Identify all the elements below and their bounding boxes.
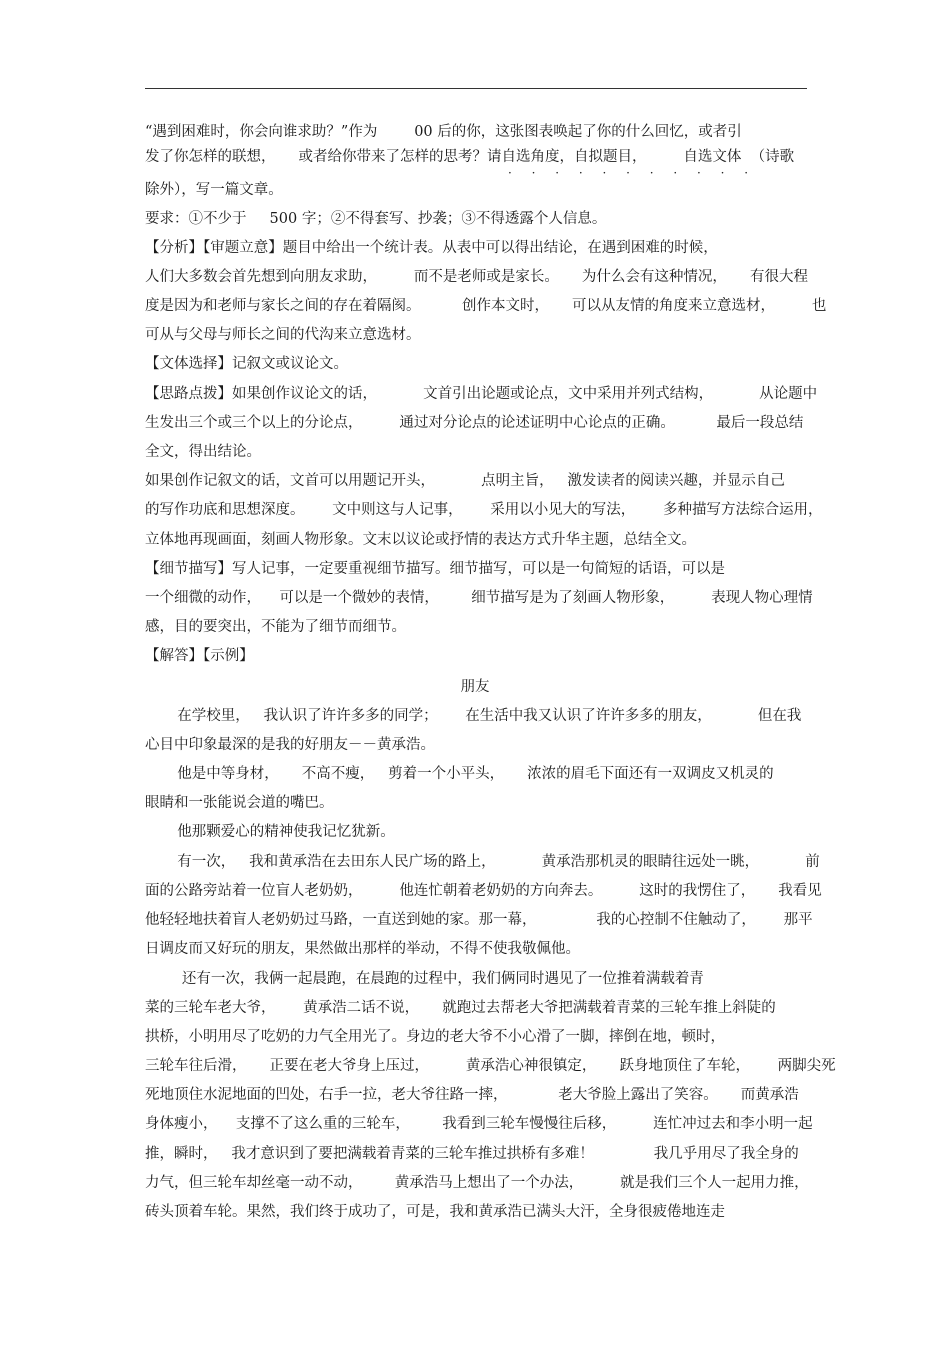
prompt-line-2: 发了你怎样的联想， 或者给你带来了怎样的思考？请自选角度，自拟题目， 自选文体 （诗歌 — [145, 149, 795, 165]
analysis-line-4: 可从与父母与师长之间的代沟来立意选材。 — [145, 327, 421, 343]
essay-title: 朋友 — [460, 679, 490, 695]
genre-line: 【文体选择】记叙文或议论文。 — [145, 356, 348, 372]
essay-line: 菜的三轮车老大爷， 黄承浩二话不说， 就跑过去帮老大爷把满载着青菜的三轮车推上斜陡的 — [145, 1000, 776, 1016]
analysis-line-2: 人们大多数会首先想到向朋友求助， 而不是老师或是家长。 为什么会有这种情况， 有很大程 — [145, 269, 808, 285]
ideas-line-3: 全文，得出结论。 — [145, 444, 261, 460]
essay-line: 他那颗爱心的精神使我记忆犹新。 — [145, 824, 395, 840]
prompt-line-3: 除外），写一篇文章。 — [145, 182, 283, 198]
essay-line: 三轮车往后滑， 正要在老大爷身上压过， 黄承浩心神很镇定， 跃身地顶住了车轮， 两脚尖死 — [145, 1058, 836, 1074]
essay-line: 推，瞬时， 我才意识到了要把满载着青菜的三轮车推过拱桥有多难！ 我几乎用尽了我全身的 — [145, 1146, 799, 1162]
essay-line: 他轻轻地扶着盲人老奶奶过马路，一直送到她的家。那一幕， 我的心控制不住触动了， 那平 — [145, 912, 813, 928]
ideas-line-6: 立体地再现画面，刻画人物形象。文末以议论或抒情的表达方式升华主题，总结全文。 — [145, 532, 696, 548]
ideas-line-4: 如果创作记叙文的话，文首可以用题记开头， 点明主旨， 激发读者的阅读兴趣，并显示自己 — [145, 473, 785, 489]
essay-line: 拱桥，小明用尽了吃奶的力气全用光了。身边的老大爷不小心滑了一脚，摔倒在地，顿时， — [145, 1029, 725, 1045]
essay-line: 眼睛和一张能说会道的嘴巴。 — [145, 795, 334, 811]
requirements-line: 要求：①不少于 500 字；②不得套写、抄袭；③不得透露个人信息。 — [145, 211, 607, 227]
analysis-line-1: 【分析】【审题立意】题目中给出一个统计表。从表中可以得出结论，在遇到困难的时候， — [145, 240, 718, 256]
essay-line: 日调皮而又好玩的朋友，果然做出那样的举动，不得不使我敬佩他。 — [145, 941, 580, 957]
emphasis-dots: · · · · · · · · · · · — [508, 166, 757, 180]
analysis-line-3: 度是因为和老师与家长之间的存在着隔阂。 创作本文时， 可以从友情的角度来立意选材， 也 — [145, 298, 827, 314]
essay-line: 面的公路旁站着一位盲人老奶奶， 他连忙朝着老奶奶的方向奔去。 这时的我愣住了， 我看见 — [145, 883, 822, 899]
header-rule — [145, 88, 807, 89]
essay-line: 死地顶住水泥地面的凹处，右手一拉，老大爷往路一摔， 老大爷脸上露出了笑容。 而黄承浩 — [145, 1087, 799, 1103]
essay-line: 力气，但三轮车却丝毫一动不动， 黄承浩马上想出了一个办法， 就是我们三个人一起用力推， — [145, 1175, 809, 1191]
essay-line: 砖头顶着车轮。果然，我们终于成功了，可是，我和黄承浩已满头大汗，全身很疲倦地连走 — [145, 1204, 725, 1220]
prompt-line-1: “遇到困难时，你会向谁求助？”作为 00 后的你，这张图表唤起了你的什么回忆，或者引 — [145, 124, 742, 140]
details-line-2: 一个细微的动作， 可以是一个微妙的表情， 细节描写是为了刻画人物形象， 表现人物心理情 — [145, 590, 813, 606]
ideas-line-1: 【思路点拨】如果创作议论文的话， 文首引出论题或论点，文中采用并列式结构， 从论题中 — [145, 386, 818, 402]
essay-line: 还有一次，我俩一起晨跑，在晨跑的过程中，我们俩同时遇见了一位推着满载着青 — [145, 971, 704, 987]
essay-line: 在学校里， 我认识了许许多多的同学； 在生活中我又认识了许许多多的朋友， 但在我 — [145, 708, 802, 724]
answer-header: 【解答】【示例】 — [145, 648, 254, 664]
essay-line: 有一次， 我和黄承浩在去田东人民广场的路上， 黄承浩那机灵的眼睛往远处一眺， 前 — [145, 854, 820, 870]
details-line-1: 【细节描写】写人记事，一定要重视细节描写。细节描写，可以是一句简短的话语，可以是 — [145, 561, 725, 577]
essay-line: 身体瘦小， 支撑不了这么重的三轮车， 我看到三轮车慢慢往后移， 连忙冲过去和李小明一起 — [145, 1116, 813, 1132]
essay-line: 心目中印象最深的是我的好朋友－－黄承浩。 — [145, 737, 435, 753]
ideas-line-2: 生发出三个或三个以上的分论点， 通过对分论点的论述证明中心论点的正确。 最后一段总结 — [145, 415, 804, 431]
ideas-line-5: 的写作功底和思想深度。 文中则这与人记事， 采用以小见大的写法， 多种描写方法综合运用， — [145, 502, 823, 518]
details-line-3: 感，目的要突出，不能为了细节而细节。 — [145, 619, 406, 635]
essay-line: 他是中等身材， 不高不瘦， 剪着一个小平头， 浓浓的眉毛下面还有一双调皮又机灵的 — [145, 766, 774, 782]
